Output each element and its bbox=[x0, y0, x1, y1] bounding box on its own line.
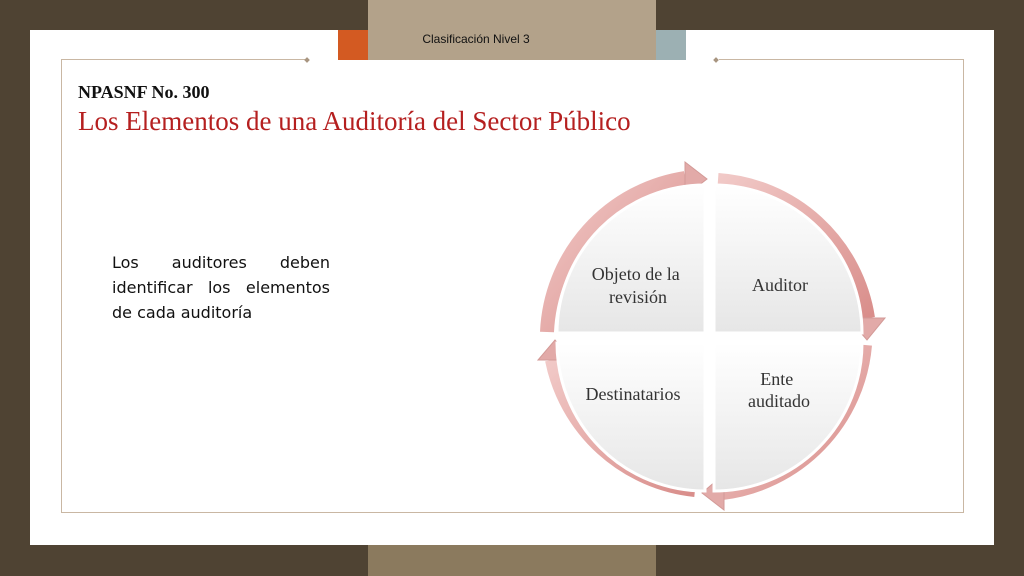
cycle-arrowheads bbox=[538, 162, 885, 510]
quadrant-top-left bbox=[557, 185, 705, 333]
frame-right bbox=[963, 59, 964, 512]
quadrant-label-auditor bbox=[752, 275, 808, 295]
quadrant-bottom-left bbox=[557, 343, 705, 491]
header-tab-blue bbox=[656, 30, 686, 60]
top-accent-band bbox=[368, 0, 656, 30]
quadrant-bottom-right bbox=[714, 343, 862, 491]
frame-left bbox=[61, 59, 62, 512]
quadrant-label-line: revisión bbox=[609, 287, 667, 307]
body-text: Los auditores deben identificar los elementos de cada auditoría bbox=[112, 253, 330, 322]
quadrant-label-line: Destinatarios bbox=[585, 384, 681, 404]
header-tab-orange bbox=[338, 30, 368, 60]
classification-label: Clasificación Nivel 3 bbox=[422, 32, 530, 46]
quadrant-top-right bbox=[714, 185, 862, 333]
quadrant-label-line: Objeto de la bbox=[591, 264, 680, 284]
frame-top-left bbox=[61, 59, 307, 60]
quadrant-label-line: Auditor bbox=[752, 275, 808, 295]
quadrant-label-line: Ente bbox=[760, 369, 794, 389]
slide-title: Los Elementos de una Auditoría del Sector Público bbox=[78, 106, 631, 136]
bottom-accent-band bbox=[368, 545, 656, 576]
frame-top-right bbox=[719, 59, 963, 60]
quadrant-label-line: auditado bbox=[748, 391, 810, 411]
slide-subtitle: NPASNF No. 300 bbox=[78, 82, 210, 102]
cycle-diagram bbox=[520, 150, 900, 520]
quadrant-label-recipients bbox=[586, 384, 681, 404]
